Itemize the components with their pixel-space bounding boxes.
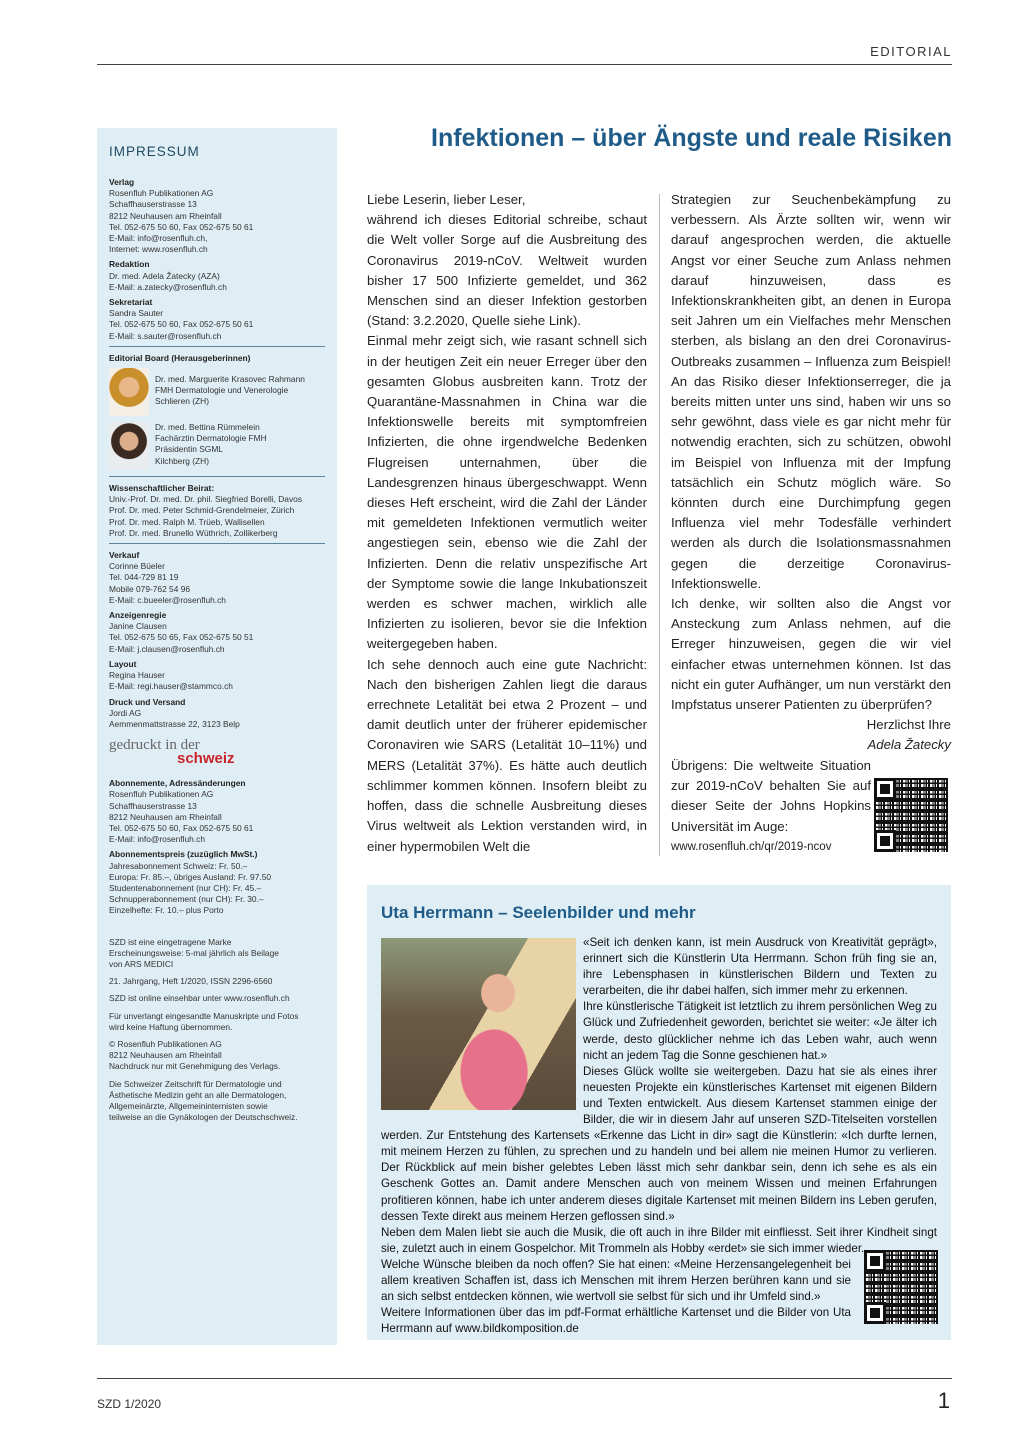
- divider: [109, 543, 325, 544]
- preis-line: Europa: Fr. 85.–, übriges Ausland: Fr. 97.50: [109, 871, 272, 882]
- closing: Herzlichst Ihre: [866, 717, 951, 733]
- footer-rule: [97, 1378, 952, 1379]
- section-label: EDITORIAL: [870, 44, 952, 59]
- column-divider: [659, 194, 660, 856]
- gedruckt-logo-line2: schweiz: [177, 750, 235, 768]
- preis-line: Studentenabonnement (nur CH): Fr. 45.–: [109, 882, 262, 893]
- redaktion-heading: Redaktion: [109, 259, 150, 270]
- druck-line: Aemmenmattstrasse 22, 3123 Belp: [109, 718, 240, 729]
- qr-note: [671, 756, 871, 857]
- preis-line: Jahresabonnement Schweiz: Fr. 50.–: [109, 860, 248, 871]
- page-number: 1: [937, 1388, 950, 1413]
- preis-line: Einzelhefte: Fr. 10.– plus Porto: [109, 905, 224, 916]
- member-line: Präsidentin SGML: [155, 444, 223, 455]
- uta-paragraph: «Seit ich denken kann, ist mein Ausdruck von Kreativität geprägt», erinnert sich die Künstlerin Uta Herrmann. Schon früh fing sie an, ihre Lebensphasen in künstlerischen Bildern und Texten zu verarbeiten, die ihr dabei halfen, sich immer mehr zu erkennen.: [583, 936, 937, 998]
- verlag-line: 8212 Neuhausen am Rheinfall: [109, 210, 222, 221]
- member-line: Kilchberg (ZH): [155, 455, 209, 466]
- uta-paragraph: Weitere Informationen über das im pdf-Format erhältliche Kartenset und die Bilder von Uta Herrmann auf www.bildkomposition.de: [381, 1306, 851, 1336]
- note-line: wird keine Haftung übernommen.: [109, 1021, 233, 1032]
- abo-line: Schaffhauserstrasse 13: [109, 800, 197, 811]
- verkauf-line: Tel. 044-729 81 19: [109, 572, 179, 583]
- note-block: [109, 1039, 325, 1073]
- impressum-title: IMPRESSUM: [109, 144, 200, 159]
- board-block: [109, 353, 325, 470]
- abo-line: 8212 Neuhausen am Rheinfall: [109, 811, 222, 822]
- uta-paragraph: Dieses Glück wollte sie weitergeben. Dazu hat sie als eines ihrer neuesten Projekte ein künstlerisches Kartenset mit eigenen Bildern und Texten entwickelt. Aus diesem Kartenset stammen einige der Bilder, die wir in diesem Jahr auf unseren SZD-Titelseiten vorstellen werden. Zur Entstehung des Kartensets «Erkenne das Licht in dir» sagt die Künstlerin: «Ich durfte lernen, mit meinem Herzen zu fühlen, zu sprechen und zu handeln und bei allem nie meinen Humor zu verlieren. Der Rückblick auf mein bisher gelebtes Leben lässt mich sehr dankbar sein, denn ich sehe es als ein Geschenk Gottes an. Damit andere Menschen auch von meinem Wissen und meinen Erfahrungen profitieren können, habe ich unter anderem dieses digitale Kartenset mit meinen Bildern ins Leben gerufen, dessen Texte direkt aus meinem Herzen geflossen sind.»: [381, 1064, 937, 1223]
- verlag-line: Rosenfluh Publikationen AG: [109, 188, 214, 199]
- sekretariat-block: [109, 297, 325, 342]
- layout-line: E-Mail: regi.hauser@stammco.ch: [109, 681, 233, 692]
- article-title: Infektionen – über Ängste und reale Risiken: [431, 124, 952, 152]
- uta-text: [381, 935, 937, 1337]
- note-line: Ästhetische Medizin geht an alle Dermatologen,: [109, 1089, 287, 1100]
- note-block: [109, 937, 325, 971]
- note-block: [109, 1079, 325, 1124]
- article-paragraph: Ich sehe dennoch auch eine gute Nachricht: Nach den bisherigen Zahlen liegt die daraus errechnete Letalität bei etwa 2 Prozent – und damit deutlich unter der früherer epidemischer Coronaviren wie SARS (Letalität 10–11%) und MERS (Letalität 37%). Es hätte auch deutlich schlimmer kommen können. Insofern bleibt zu hoffen, dass die schnelle Ausbreitung dieses Virus weltweit als Lektion verstanden wird, in einer hypermobilen Welt die: [367, 656, 647, 854]
- gedruckt-logo-line1: gedruckt in der: [109, 737, 200, 754]
- redaktion-block: [109, 259, 325, 293]
- impressum-sidebar: [97, 128, 337, 1345]
- verkauf-block: [109, 550, 325, 606]
- note-block: [109, 993, 325, 1004]
- preis-block: [109, 849, 325, 916]
- member-line: Fachärztin Dermatologie FMH: [155, 433, 267, 444]
- note-line: teilweise an die Gynäkologen der Deutschschweiz.: [109, 1112, 298, 1123]
- layout-line: Regina Hauser: [109, 670, 165, 681]
- issue-label: SZD 1/2020: [97, 1397, 162, 1411]
- abo-block: [109, 778, 325, 845]
- note-line: 8212 Neuhausen am Rheinfall: [109, 1050, 222, 1061]
- verlag-line: Schaffhauserstrasse 13: [109, 199, 197, 210]
- divider: [109, 476, 325, 477]
- abo-line: Tel. 052-675 50 60, Fax 052-675 50 61: [109, 822, 254, 833]
- verlag-line: Internet: www.rosenfluh.ch: [109, 244, 208, 255]
- note-line: Nachdruck nur mit Genehmigung des Verlags.: [109, 1061, 281, 1072]
- article-column-left: [367, 190, 647, 857]
- article-paragraph: während ich dieses Editorial schreibe, schaut die Welt voller Sorge auf die Ausbreitung des Coronavirus 2019-nCoV. Weltweit wurden bisher 17 500 Infizierte gemeldet, und 362 Menschen sind an dieser Infektion gestorben (Stand: 3.2.2020, Quelle siehe Link).: [367, 212, 647, 329]
- uta-title: Uta Herrmann – Seelenbilder und mehr: [381, 903, 696, 922]
- note-line: Die Schweizer Zeitschrift für Dermatologie und: [109, 1078, 282, 1089]
- sekretariat-heading: Sekretariat: [109, 297, 153, 308]
- article-column-right: [671, 190, 951, 756]
- author-signature: Adela Žatecky: [867, 737, 951, 753]
- verkauf-line: Mobile 079-762 54 96: [109, 583, 191, 594]
- gedruckt-logo: [109, 738, 325, 766]
- note-line: von ARS MEDICI: [109, 958, 174, 969]
- abo-heading: Abonnemente, Adressänderungen: [109, 778, 246, 789]
- anzeigen-line: Tel. 052-675 50 65, Fax 052-675 50 51: [109, 632, 254, 643]
- uta-paragraph: Neben dem Malen liebt sie auch die Musik, die oft auch in ihre Bilder mit einfliesst. Seit ihrer Kindheit singt sie, zuletzt auch in einem Gospelchor. Mit Trommeln als Hobby «erdet» sie sich immer wieder.: [381, 1225, 937, 1255]
- abo-line: Rosenfluh Publikationen AG: [109, 789, 214, 800]
- divider: [109, 346, 325, 347]
- note-line: 21. Jahrgang, Heft 1/2020, ISSN 2296-6560: [109, 976, 273, 987]
- member-photo: [109, 422, 149, 470]
- member-photo: [109, 368, 149, 416]
- article-paragraph: Ich denke, wir sollten also die Angst vor Ansteckung zum Anlass nehmen, auf die Erreger hinzuweisen, gegen die wir viel einfacher etwas unternehmen können. Ist das nicht ein guter Aufhänger, um nun verstärkt den Impfstatus unserer Patienten zu überprüfen?: [671, 596, 951, 713]
- anzeigen-heading: Anzeigenregie: [109, 610, 167, 621]
- preis-heading: Abonnementspreis (zuzüglich MwSt.): [109, 849, 258, 860]
- board-member: [109, 368, 325, 416]
- board-member: [109, 422, 325, 470]
- header-rule: [97, 64, 952, 65]
- anzeigen-block: [109, 610, 325, 655]
- verlag-heading: Verlag: [109, 177, 135, 187]
- note-line: © Rosenfluh Publikationen AG: [109, 1038, 222, 1049]
- layout-heading: Layout: [109, 658, 137, 669]
- verkauf-heading: Verkauf: [109, 550, 140, 561]
- beirat-heading: Wissenschaftlicher Beirat:: [109, 483, 215, 494]
- beirat-line: Prof. Dr. med. Brunello Wüthrich, Zollikerberg: [109, 527, 278, 538]
- sekretariat-line: Sandra Sauter: [109, 308, 164, 319]
- note-block: [109, 976, 325, 987]
- redaktion-line: Dr. med. Adela Žatecky (AZA): [109, 270, 220, 281]
- member-line: Dr. med. Bettina Rümmelein: [155, 422, 260, 433]
- uta-paragraph: Ihre künstlerische Tätigkeit ist letztlich zu ihrem persönlichen Weg zu Glück und Zufriedenheit geworden, berichtet sie weiter: «Je älter ich werde, desto glücklicher nehme ich das Leben wahr, auch wenn nicht an jedem Tag die Sonne geschienen hat.»: [583, 1000, 937, 1062]
- qr-code-icon[interactable]: [874, 778, 948, 852]
- uta-paragraph: Welche Wünsche bleiben da noch offen? Sie hat einen: «Meine Herzensangelegenheit bei allem kreativen Schaffen ist, dass ich Menschen mit ihrem Herzen berühren kann und sie an sich selbst entdecken können, wie wertvoll sie selbst für sich und ihr Umfeld sind.»: [381, 1257, 851, 1304]
- qr-code-icon[interactable]: [864, 1250, 938, 1324]
- redaktion-line: E-Mail: a.zatecky@rosenfluh.ch: [109, 281, 227, 292]
- beirat-line: Prof. Dr. med. Ralph M. Trüeb, Wallisellen: [109, 516, 265, 527]
- beirat-line: Univ.-Prof. Dr. med. Dr. phil. Siegfried Borelli, Davos: [109, 494, 302, 505]
- qr-url[interactable]: www.rosenfluh.ch/qr/2019-ncov: [671, 840, 832, 853]
- note-block: [109, 1011, 325, 1033]
- note-line: SZD ist eine eingetragene Marke: [109, 936, 232, 947]
- article-paragraph: Einmal mehr zeigt sich, wie rasant schnell sich in der heutigen Zeit ein neuer Erreger über den gesamten Globus ausbreiten kann. Trotz der Quarantäne-Massnahmen in China war die Infektionswelle bereits mit symptomfreien Infizierten, die ohne irgendwelche Bedenken Flugreisen unternahmen, über die Landesgrenzen hinaus übergeschwappt. Wenn dieses Heft erscheint, wird die Zahl der Länder mit gemeldeten Infektionen vermutlich weiter angestiegen sein, ebenso wie die Zahl der Infizierten. Denn die relativ unspezifische Art der Symptome sowie die lange Inkubationszeit werden es schwer machen, wirklich alle Infizierten zu isolieren, bevor sie die Infektion weitergegeben haben.: [367, 333, 647, 652]
- member-line: Dr. med. Marguerite Krasovec Rahmann: [155, 374, 305, 385]
- anzeigen-line: Janine Clausen: [109, 621, 167, 632]
- sekretariat-line: Tel. 052-675 50 60, Fax 052-675 50 61: [109, 319, 254, 330]
- verlag-block: [109, 177, 325, 255]
- sekretariat-line: E-Mail: s.sauter@rosenfluh.ch: [109, 330, 222, 341]
- beirat-line: Prof. Dr. med. Peter Schmid-Grendelmeier, Zürich: [109, 505, 295, 516]
- preis-line: Schnupperabonnement (nur CH): Fr. 30.–: [109, 894, 264, 905]
- verkauf-line: Corinne Büeler: [109, 561, 165, 572]
- note-line: Für unverlangt eingesandte Manuskripte und Fotos: [109, 1010, 299, 1021]
- salutation: Liebe Leserin, lieber Leser,: [367, 192, 526, 207]
- member-line: Schlieren (ZH): [155, 396, 209, 407]
- note-line: SZD ist online einsehbar unter www.rosenfluh.ch: [109, 993, 290, 1004]
- article-paragraph: Strategien zur Seuchenbekämpfung zu verbessern. Als Ärzte sollten wir, wenn wir darauf angesprochen werden, die aktuelle Angst vor einer Seuche zum Anlass nehmen darauf hinzuweisen, dass es Infektionskrankheiten gibt, an denen in Europa seit Jahren um ein Vielfaches mehr Menschen sterben, als bislang an den drei Coronavirus-Outbreaks zusammen – Influenza zum Beispiel! An das Risiko dieser Infektionserreger, die ja bereits mitten unter uns sind, haben wir uns so sehr gewöhnt, dass viele es gar nicht mehr für notwendig erachten, sich zu schützen, obwohl im Beispiel von Influenza mit der Impfung tatsächlich ein Schutz möglich wäre. So könnten durch eine Durchimpfung gegen Influenza viel mehr Todesfälle verhindert werden als durch die Isolationsmassnahmen gegen die derzeitige Coronavirus-Infektionswelle.: [671, 192, 951, 591]
- druck-block: [109, 697, 325, 731]
- druck-heading: Druck und Versand: [109, 696, 186, 707]
- druck-line: Jordi AG: [109, 707, 142, 718]
- note-line: Allgemeinärzte, Allgemeininternisten sowie: [109, 1100, 268, 1111]
- verlag-line: Tel. 052-675 50 60, Fax 052-675 50 61: [109, 221, 254, 232]
- member-line: FMH Dermatologie und Venerologie: [155, 385, 289, 396]
- layout-block: [109, 659, 325, 693]
- verlag-line: E-Mail: info@rosenfluh.ch,: [109, 233, 208, 244]
- board-heading: Editorial Board (Herausgeberinnen): [109, 352, 251, 363]
- beirat-block: [109, 483, 325, 539]
- note-line: Erscheinungsweise: 5-mal jährlich als Beilage: [109, 947, 279, 958]
- abo-line: E-Mail: info@rosenfluh.ch: [109, 834, 206, 845]
- qr-note-text: Übrigens: Die weltweite Situation zur 2019-nCoV behalten Sie auf dieser Seite der Johns Hopkins Universität im Auge:: [671, 758, 871, 834]
- anzeigen-line: E-Mail: j.clausen@rosenfluh.ch: [109, 643, 225, 654]
- verkauf-line: E-Mail: c.bueeler@rosenfluh.ch: [109, 594, 226, 605]
